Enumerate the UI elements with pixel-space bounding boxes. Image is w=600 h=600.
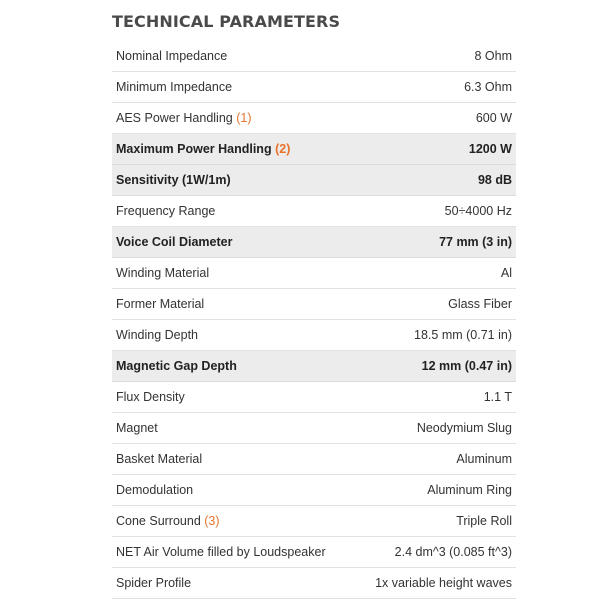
param-label: Frequency Range: [116, 204, 216, 218]
param-value: 12 mm (0.47 in): [421, 359, 512, 373]
table-row: [112, 537, 516, 568]
param-value: 8 Ohm: [474, 49, 512, 63]
param-label: Former Material: [116, 297, 205, 311]
param-value: 98 dB: [477, 173, 512, 187]
param-value: 77 mm (3 in): [439, 235, 512, 249]
table-row-highlighted: [112, 165, 516, 196]
param-value: 1x variable height waves: [375, 576, 512, 590]
param-label: Magnetic Gap Depth: [116, 359, 237, 373]
table-row: [112, 320, 516, 351]
param-label: Magnet: [116, 421, 158, 435]
technical-parameters-panel: [112, 8, 516, 599]
footnote-marker: (1): [236, 111, 252, 125]
section-title: TECHNICAL PARAMETERS: [112, 12, 341, 31]
table-row: [112, 475, 516, 506]
table-row-highlighted: [112, 227, 516, 258]
table-row-highlighted: [112, 351, 516, 382]
table-row: [112, 41, 516, 72]
param-label: Winding Material: [116, 266, 210, 280]
table-row: [112, 103, 516, 134]
param-value: Aluminum Ring: [427, 483, 512, 497]
table-row: [112, 72, 516, 103]
param-value: 18.5 mm (0.71 in): [414, 328, 512, 342]
param-label: Basket Material: [116, 452, 203, 466]
param-value: 50÷4000 Hz: [444, 204, 512, 218]
param-label: Winding Depth: [116, 328, 198, 342]
param-label: Sensitivity (1W/1m): [116, 173, 231, 187]
table-row: [112, 413, 516, 444]
param-label: AES Power Handling (1): [116, 111, 252, 125]
table-row: [112, 258, 516, 289]
param-label: Demodulation: [116, 483, 194, 497]
footnote-marker: (2): [275, 142, 291, 156]
param-value: 6.3 Ohm: [464, 80, 512, 94]
param-value: 2.4 dm^3 (0.085 ft^3): [394, 545, 512, 559]
param-label: Spider Profile: [116, 576, 192, 590]
param-value: Aluminum: [456, 452, 512, 466]
param-value: 600 W: [475, 111, 512, 125]
param-label: Flux Density: [116, 390, 185, 404]
footnote-marker: (3): [204, 514, 220, 528]
param-value: Glass Fiber: [448, 297, 512, 311]
param-value: Al: [500, 266, 512, 280]
table-row: [112, 289, 516, 320]
param-value: Triple Roll: [456, 514, 512, 528]
param-label: Maximum Power Handling (2): [116, 142, 291, 156]
table-row: [112, 506, 516, 537]
param-value: 1.1 T: [483, 390, 512, 404]
param-label: Minimum Impedance: [116, 80, 233, 94]
parameters-table: [112, 41, 516, 599]
param-value: 1200 W: [468, 142, 512, 156]
param-label: Cone Surround (3): [116, 514, 220, 528]
table-row: [112, 568, 516, 599]
param-label: Nominal Impedance: [116, 49, 228, 63]
param-label: Voice Coil Diameter: [116, 235, 233, 249]
table-row-highlighted: [112, 134, 516, 165]
param-value: Neodymium Slug: [416, 421, 512, 435]
table-row: [112, 196, 516, 227]
param-label: NET Air Volume filled by Loudspeaker: [116, 545, 326, 559]
table-row: [112, 382, 516, 413]
table-row: [112, 444, 516, 475]
